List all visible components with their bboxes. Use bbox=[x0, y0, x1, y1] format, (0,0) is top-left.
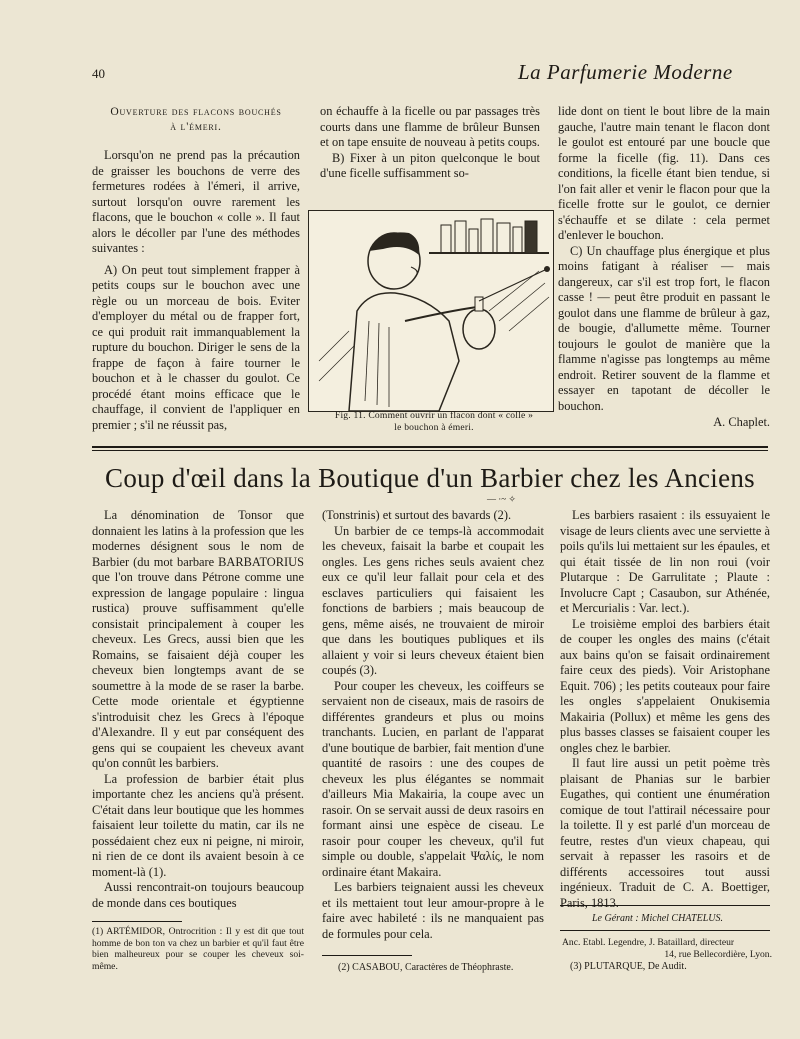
man-opening-flask-illustration bbox=[309, 211, 553, 411]
printer-line-2: 14, rue Bellecordière, Lyon. bbox=[664, 949, 772, 960]
footnote: (1) ARTÉMIDOR, Ontrocrition : Il y est dit que tout homme de bon ton va chez un barbier et qu'il faut être bien malheureux pour se couper les cheveux soi-même. bbox=[92, 926, 304, 972]
figure-caption: Fig. 11. Comment ouvrir un flacon dont « colle » le bouchon à émeri. bbox=[334, 410, 534, 433]
paragraph: (Tonstrinis) et surtout des bavards (2). bbox=[322, 508, 512, 522]
subheading bbox=[92, 104, 300, 134]
article-title: Coup d'œil dans la Boutique d'un Barbier chez les Anciens bbox=[105, 463, 755, 493]
paragraph: C) Un chauffage plus énergique et plus moins fatigant à réaliser — mais dangereux, car s'il est trop fort, le flacon casse ! — peut être produit en passant le goulot dans une flamme de brûleur à gaz, de bougie, d'allumette même. Tourner toujours le goulot de manière que la flamme n'agisse pas longtemps au même endroit. Retirer souvent de la flamme et essayer en tapotant de décoller le bouchon. bbox=[558, 243, 770, 413]
author-signature: A. Chaplet. bbox=[713, 415, 770, 429]
top-column-3 bbox=[558, 104, 770, 431]
subheading-line-1: Ouverture des flacons bouchés bbox=[110, 105, 282, 118]
main-column-3 bbox=[560, 508, 770, 911]
paragraph: Le troisième emploi des barbiers était de couper les ongles des mains (c'était aux bains qu'on se faisait ordinairement faire ceux des pieds). Voir Aristophane Equit. 706) ; les petits couteaux pour faire les ongles s'appelaient Onukisemia Makairia (Pollux) et même les gens des plus basses classes se faisaient couper les ongles chez le barbier. bbox=[560, 616, 770, 755]
main-column-2 bbox=[322, 508, 544, 942]
figure-illustration bbox=[308, 210, 554, 412]
footnote: (3) PLUTARQUE, De Audit. bbox=[570, 961, 687, 972]
footnote-rule bbox=[560, 930, 770, 931]
section-divider-thin bbox=[92, 450, 768, 451]
gerant-line: Le Gérant : Michel CHATELUS. bbox=[592, 913, 724, 924]
paragraph: La dénomination de Tonsor que donnaient les latins à la profession que les modernes désignent sous le nom de Barbier (du mot barbare BARBATORIUS que l'on trouve dans Pétrone comme une expression de langage populaire : lingua rustica) prouve suffisamment qu'elle consistait principalement à couper les cheveux. Les Grecs, aussi bien que les Romains, se faisaient déjà couper les cheveux bien longtemps avant de se soumettre à la mode de se raser la barbe. Cette mode orientale et égyptienne s'introduisit chez les Grecs à l'époque d'Alexandre. Il y eut par conséquent des gens qui se coupaient les cheveux avant qu'on connût les barbiers. bbox=[92, 508, 304, 770]
paragraph: Les barbiers rasaient : ils essuyaient le visage de leurs clients avec une serviette à poils qu'ils lui mettaient sur les épaules, et qui était tissée de lin non roui (voir Plutarque : De Garrulitate ; Plaute : Involucre Capt ; Casaubon, sur Athénée, et Mercurialis : Var. lect.). bbox=[560, 508, 770, 615]
paragraph: Lorsqu'on ne prend pas la précaution de graisser les bouchons de verre des fermetures rodées à l'émeri, il arrive, surtout lorsqu'on ouvre rarement les flacons, que le bouchon « colle ». Il faut alors le décoller par l'une des méthodes suivantes : bbox=[92, 148, 300, 255]
page-number: 40 bbox=[92, 66, 105, 81]
top-column-2 bbox=[320, 104, 540, 182]
paragraph: La profession de barbier était plus importante chez les anciens qu'à présent. C'était dans leur boutique que les hommes faisaient leur toilette du matin, car ils ne possédaient chez eux ni peigne, ni miroir, ni rien de ce dont ils avaient besoin à ce moment-là (1). bbox=[92, 771, 304, 879]
paragraph: Il faut lire aussi un petit poème très plaisant de Phanias sur le barbier Eugathes, qui contient une énumération comique de tout l'attirail nécessaire pour la toilette. Il y est parlé d'un morceau de feutre, restes d'un vieux chapeau, qui servait à repasser les rasoirs et de différents accessoires tout aussi ingénieux. Traduit de C. A. Boettiger, Paris, 1813. bbox=[560, 756, 770, 910]
footnote-rule bbox=[322, 955, 412, 956]
paragraph: Pour couper les cheveux, les coiffeurs se servaient non de ciseaux, mais de rasoirs de différentes grandeurs et plus ou moins tranchants. Lucien, en parlant de l'apparat d'une boutique de barbier, fait mention d'une quantité de rasoirs : une des coupes de cheveux les plus élégantes se nommait d'ailleurs Mia Makairia, la coupe avec un rasoir. On se servait aussi de deux rasoirs en formant ainsi une espèce de ciseau. Le rasoir pour couper les cheveux, qu'il fut simple ou double, s'appelait Ψαλίς, le nom ordinaire étant Makaira. bbox=[322, 678, 544, 879]
footnote: (2) CASABOU, Caractères de Théophraste. bbox=[338, 962, 514, 973]
section-divider bbox=[92, 446, 768, 448]
subheading-line-2: à l'émeri. bbox=[170, 120, 222, 133]
footnote-rule bbox=[92, 921, 182, 922]
paragraph: on échauffe à la ficelle ou par passages très courts dans une flamme de brûleur Bunsen et on tape ensuite de nouveau à petits coups. bbox=[320, 104, 540, 149]
paragraph: lide dont on tient le bout libre de la main gauche, l'autre main tenant le flacon dont le goulot est entouré par une boucle que forme la ficelle (fig. 11). Dans ces conditions, la ficelle étant bien tendue, si l'on fait aller et venir le flacon pour que la ficelle frotte sur le goulot, ce dernier s'échauffe et se dilate : cela permet d'enlever le bouchon. bbox=[558, 104, 770, 242]
paragraph: Les barbiers teignaient aussi les cheveux et ils mettaient tout leur amour-propre à le faire avec habileté : ils ne manquaient pas de formules pour cela. bbox=[322, 880, 544, 941]
paragraph: B) Fixer à un piton quelconque le bout d'une ficelle suffisamment so- bbox=[320, 150, 540, 180]
footnote-rule bbox=[560, 905, 770, 906]
journal-title: La Parfumerie Moderne bbox=[518, 60, 733, 84]
paragraph: Un barbier de ce temps-là accommodait les cheveux, faisait la barbe et coupait les ongles. Les gens riches seuls avaient chez eux ce qu'il leur fallait pour cela et des esclaves particuliers qui faisaient les fonctions de barbiers ; mais beaucoup de gens, même aisés, ne trouvaient de miroir que dans les boutiques publiques et ils allaient y voir si leurs cheveux étaient bien coupés (3). bbox=[322, 523, 544, 677]
printer-line-1: Anc. Etabl. Legendre, J. Bataillard, directeur bbox=[562, 937, 735, 948]
ornament: — ·~ ✧ bbox=[487, 494, 516, 504]
main-column-1 bbox=[92, 508, 304, 911]
top-column-1 bbox=[92, 104, 300, 433]
paragraph: A) On peut tout simplement frapper à petits coups sur le bouchon avec une règle ou un morceau de bois. Eviter d'employer du métal ou de frapper fort, ce qui produit rait immanquablement la rupture du bouchon. Diriger le sens de la frappe de façon à faire tourner le bouchon et à le chasser du goulot. Ce procédé étant moins efficace que le chauffage, il convient de l'appliquer en premier ; s'il ne réussit pas, bbox=[92, 262, 300, 432]
paragraph: Aussi rencontrait-on toujours beaucoup de monde dans ces boutiques bbox=[92, 880, 304, 910]
